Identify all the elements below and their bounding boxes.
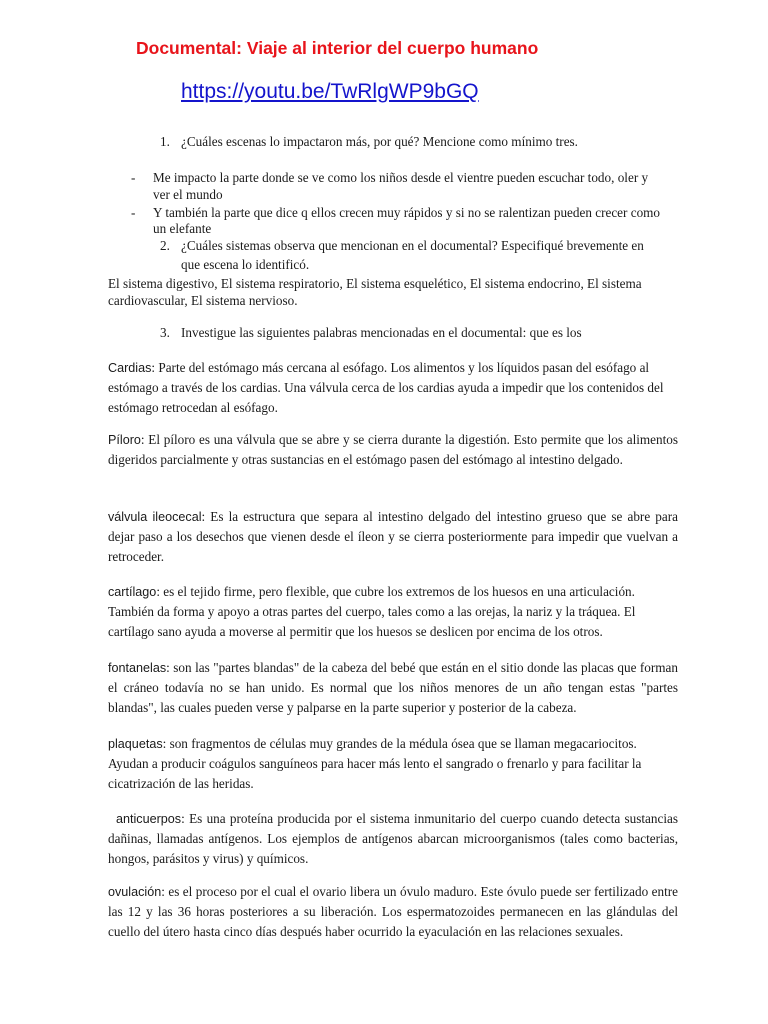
definition-ovulacion <box>108 882 678 942</box>
definition-term: válvula ileocecal <box>108 510 202 524</box>
definition-term: cartílago <box>108 585 157 599</box>
bullet-1-line-1: Me impacto la parte donde se ve como los niños desde el vientre pueden escuchar todo, oler y <box>153 170 649 185</box>
definition-fontanelas <box>108 658 678 718</box>
definition-text: : El píloro es una válvula que se abre y se cierra durante la digestión. Esto permite que los alimentos digeridos parcialmente y otras sustancias en el estómago pasen del estómago al intestino delgado. <box>108 432 678 467</box>
definition-anticuerpos <box>108 809 678 869</box>
definition-text: : Parte del estómago más cercana al esófago. Los alimentos y los líquidos pasan del esófago al estómago a través de los cardias. Una válvula cerca de los cardias ayuda a impedir que los contenidos del estómago retrocedan al esófago. <box>108 360 664 415</box>
question-1-text: ¿Cuáles escenas lo impactaron más, por qué? Mencione como mínimo tres. <box>181 134 578 149</box>
definition-term: plaquetas <box>108 737 163 751</box>
systems-answer-line-1: El sistema digestivo, El sistema respiratorio, El sistema esquelético, El sistema endocrino, El sistema <box>108 276 642 291</box>
question-3-number: 3. <box>160 325 170 340</box>
question-2-line-1: ¿Cuáles sistemas observa que mencionan en el documental? Especifiqué brevemente en <box>181 238 644 253</box>
definition-cartilago <box>108 582 678 642</box>
definition-valvula-ileocecal <box>108 507 678 567</box>
question-2-line-2: que escena lo identificó. <box>181 257 310 272</box>
document-title: Documental: Viaje al interior del cuerpo humano <box>136 38 539 58</box>
definition-text: : Es la estructura que separa al intestino delgado del intestino grueso que se abre para dejar paso a los desechos que vienen desde el íleon y se cierra posteriormente para impedir que vuelvan a retroceder. <box>108 509 678 564</box>
bullet-2-line-1: Y también la parte que dice q ellos crecen muy rápidos y si no se ralentizan pueden crecer como <box>153 205 661 220</box>
definition-piloro <box>108 430 678 470</box>
video-link[interactable]: https://youtu.be/TwRlgWP9bGQ <box>181 80 479 103</box>
question-1-number: 1. <box>160 134 170 149</box>
definition-text: : son las "partes blandas" de la cabeza del bebé que están en el sitio donde las placas que forman el cráneo todavía no se han unido. Es normal que los niños menores de un año tengan estas "partes blandas", las cuales pueden verse y palparse en la parte superior y posterior de la cabeza. <box>108 660 678 715</box>
definition-text: : son fragmentos de células muy grandes de la médula ósea que se llaman megacariocitos. Ayudan a producir coágulos sanguíneos para hacer más lento el sangrado o frenarlo y para facilitar la cicatrización de las heridas. <box>108 736 642 791</box>
definition-term: fontanelas <box>108 661 167 675</box>
definition-term: Píloro <box>108 433 141 447</box>
definition-plaquetas <box>108 734 678 794</box>
bullet-1-marker: - <box>131 170 136 185</box>
bullet-1-line-2: ver el mundo <box>153 187 223 202</box>
definition-term: anticuerpos <box>116 812 182 826</box>
question-3-text: Investigue las siguientes palabras mencionadas en el documental: que es los <box>181 325 582 340</box>
definition-text: : es el tejido firme, pero flexible, que cubre los extremos de los huesos en una articulación. También da forma y apoyo a otras partes del cuerpo, tales como a las orejas, la nariz y la tráquea. El cartílago sano ayuda a moverse al permitir que los huesos se deslicen por encima de los otros. <box>108 584 636 639</box>
definition-cardias <box>108 358 678 418</box>
definition-term: Cardias <box>108 361 152 375</box>
systems-answer-line-2: cardiovascular, El sistema nervioso. <box>108 293 298 308</box>
bullet-2-marker: - <box>131 205 136 220</box>
definition-text: : Es una proteína producida por el sistema inmunitario del cuerpo cuando detecta sustancias dañinas, llamadas antígenos. Los ejemplos de antígenos abarcan microorganismos (tales como bacterias, hongos, parásitos y virus) y químicos. <box>108 811 678 866</box>
question-2-number: 2. <box>160 238 170 253</box>
bullet-2-line-2: un elefante <box>153 221 212 236</box>
definition-text: : es el proceso por el cual el ovario libera un óvulo maduro. Este óvulo puede ser fertilizado entre las 12 y las 36 horas posteriores a su liberación. Los espermatozoides permanecen en las glándulas del cuello del útero hasta cinco días después haber ocurrido la eyaculación en las relaciones sexuales. <box>108 884 678 939</box>
definition-term: ovulación <box>108 885 162 899</box>
